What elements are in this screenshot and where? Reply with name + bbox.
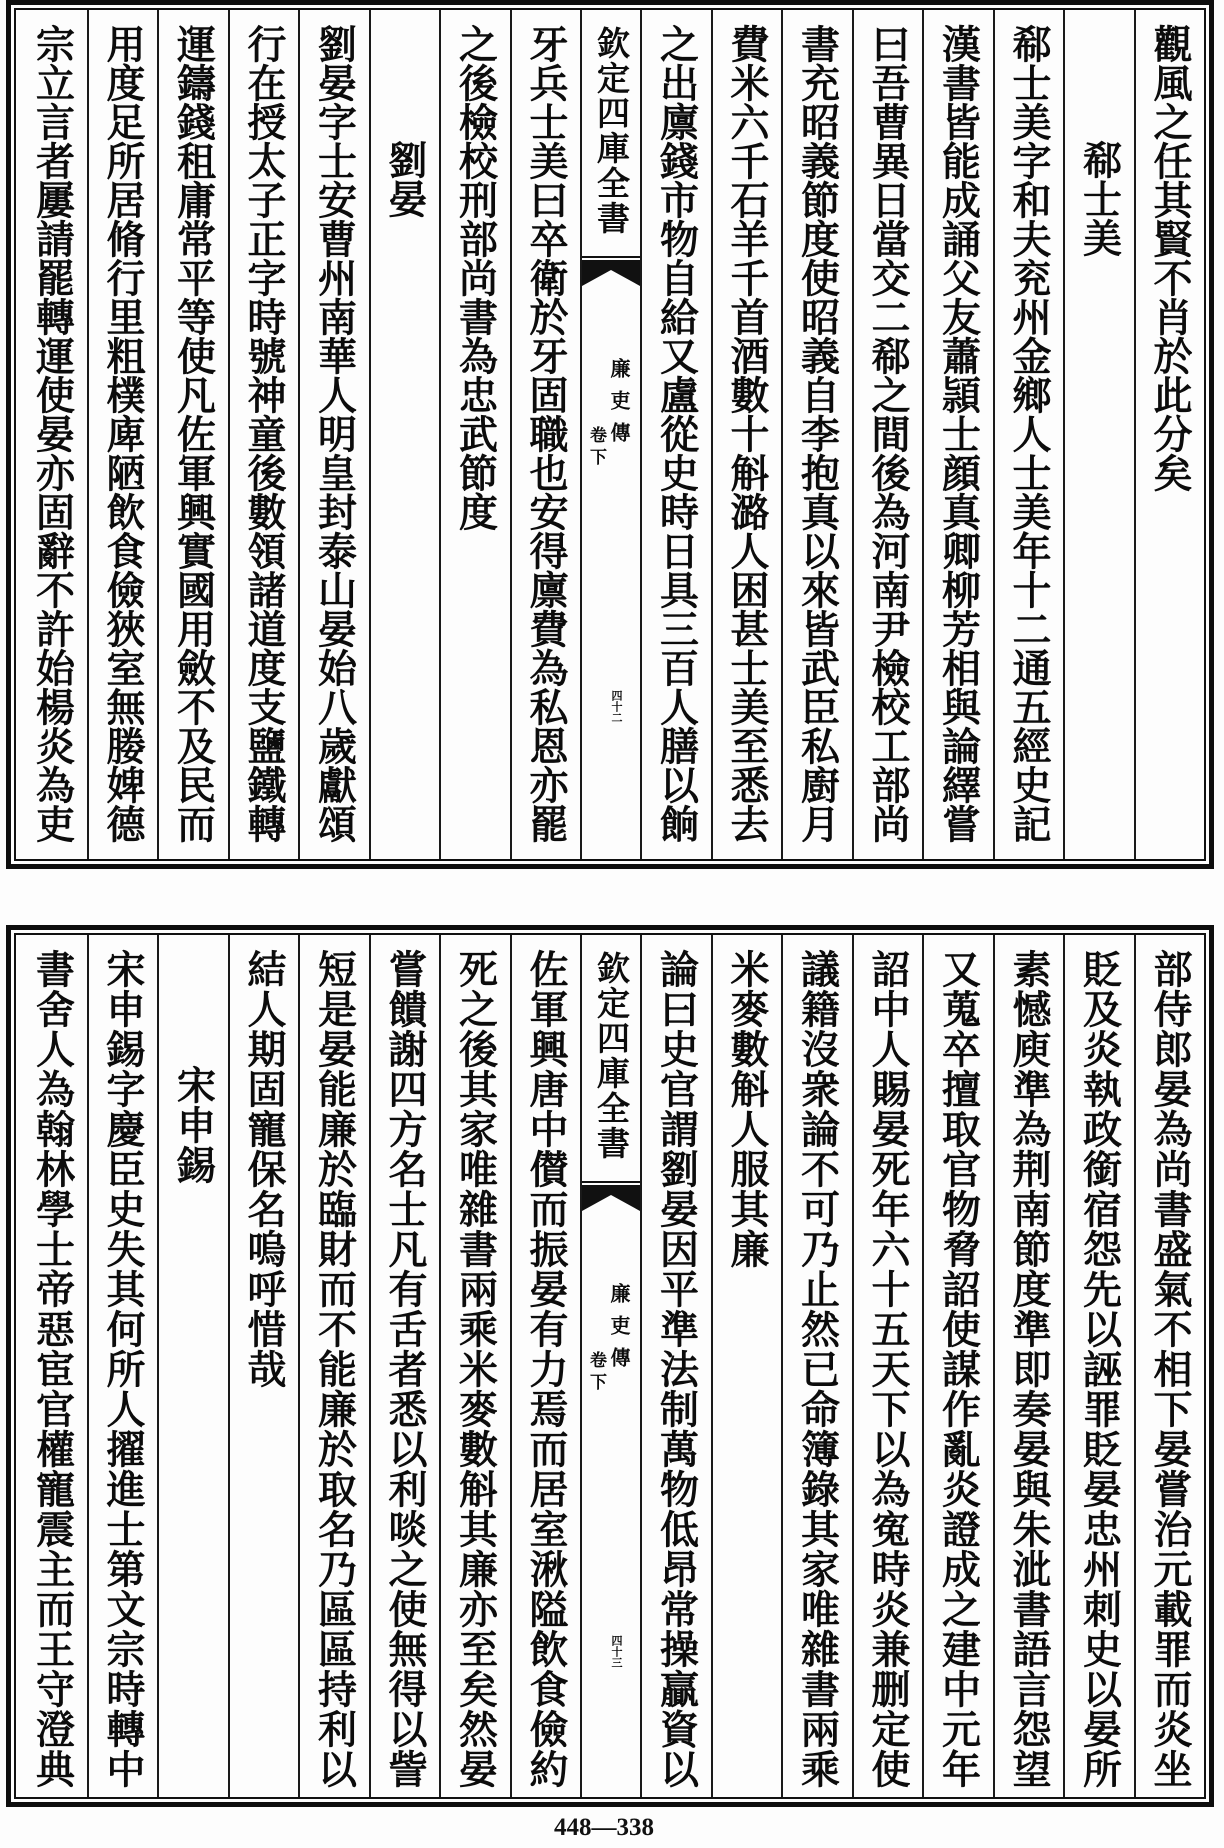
text-column: 死之後其家唯雜書兩乘米麥數斛其廉亦至矣然晏 <box>439 935 510 1797</box>
text-column: 米麥數斛人服其廉 <box>711 935 782 1797</box>
text-column: 之後檢校刑部尚書為忠武節度 <box>439 10 510 859</box>
biography-heading: 郗士美 <box>1063 10 1134 859</box>
text-column: 部侍郎晏為尚書盛氣不相下晏嘗治元載罪而炎坐 <box>1134 935 1205 1797</box>
book-title: 欽定四庫全書 <box>592 26 631 236</box>
text-column: 議籍沒衆論不可乃止然已命簿錄其家唯雜書兩乘 <box>781 935 852 1797</box>
center-fold <box>580 935 640 1797</box>
text-column: 漢書皆能成誦父友蕭頴士顔真卿柳芳相與論繹嘗 <box>922 10 993 859</box>
book-title: 欽定四庫全書 <box>592 951 631 1161</box>
center-fold <box>580 10 640 859</box>
volume-label: 卷下 <box>586 426 606 470</box>
text-column: 觀風之任其賢不肖於此分矣 <box>1134 10 1205 859</box>
leaf-number: 四十二 <box>610 690 623 723</box>
fishtail-mark-icon <box>582 1181 640 1221</box>
text-column: 論曰史官謂劉晏因平準法制萬物低昂常操贏資以 <box>640 935 711 1797</box>
text-column: 貶及炎執政銜宿怨先以誣罪貶晏忠州刺史以晏所 <box>1063 935 1134 1797</box>
text-column: 牙兵士美曰卒衛於牙固職也安得廪費為私恩亦罷 <box>510 10 581 859</box>
text-column: 劉晏字士安曹州南華人明皇封泰山晏始八歲獻頌 <box>298 10 369 859</box>
text-column: 運鑄錢租庸常平等使凡佐軍興實國用斂不及民而 <box>157 10 228 859</box>
text-column: 用度足所居脩行里粗樸庳陋飲食儉狹室無媵婢德 <box>87 10 158 859</box>
text-column: 結人期固寵保名嗚呼惜哉 <box>228 935 299 1797</box>
fishtail-mark-icon <box>582 256 640 296</box>
running-title: 廉吏傳 <box>607 358 631 454</box>
text-column: 行在授太子正字時號神童後數領諸道度支鹽鐵轉 <box>228 10 299 859</box>
text-column: 短是晏能廉於臨財而不能廉於取名乃區區持利以 <box>298 935 369 1797</box>
inner-frame <box>14 933 1206 1799</box>
leaf-number: 四十三 <box>610 1635 623 1668</box>
text-column: 素憾庾準為荆南節度準即奏晏與朱泚書語言怨望 <box>993 935 1064 1797</box>
volume-label: 卷下 <box>586 1351 606 1395</box>
biography-heading: 劉晏 <box>369 10 440 859</box>
text-column: 郗士美字和夫兖州金鄉人士美年十二通五經史記 <box>993 10 1064 859</box>
text-column: 佐軍興唐中儧而振晏有力焉而居室湫隘飲食儉約 <box>510 935 581 1797</box>
column-grid <box>16 10 1204 859</box>
column-grid <box>16 935 1204 1797</box>
text-column: 嘗饋謝四方名士凡有舌者悉以利啖之使無得以訾 <box>369 935 440 1797</box>
text-column: 書充昭義節度使昭義自李抱真以來皆武臣私廚月 <box>781 10 852 859</box>
bottom-leaf <box>6 925 1214 1807</box>
text-column: 之出廪錢市物自給又盧從史時日具三百人膳以餉 <box>640 10 711 859</box>
text-column: 詔中人賜晏死年六十五天下以為寃時炎兼删定使 <box>852 935 923 1797</box>
text-column: 宋申錫字慶臣史失其何所人擢進士第文宗時轉中 <box>87 935 158 1797</box>
text-column: 又蒐卒擅取官物脅詔使謀作亂炎證成之建中元年 <box>922 935 993 1797</box>
running-title: 廉吏傳 <box>607 1283 631 1379</box>
top-leaf <box>6 0 1214 869</box>
inner-frame <box>14 8 1206 861</box>
biography-heading: 宋申錫 <box>157 935 228 1797</box>
text-column: 曰吾曹異日當交二郗之間後為河南尹檢校工部尚 <box>852 10 923 859</box>
text-column: 費米六千石羊千首酒數十斛潞人困甚士美至悉去 <box>711 10 782 859</box>
text-column: 書舍人為翰林學士帝惡宦官權寵震主而王守澄典 <box>29 949 76 1789</box>
text-column: 宗立言者屢請罷轉運使晏亦固辭不許始楊炎為吏 <box>29 24 76 843</box>
reprint-page-number: 448—338 <box>554 1814 654 1841</box>
